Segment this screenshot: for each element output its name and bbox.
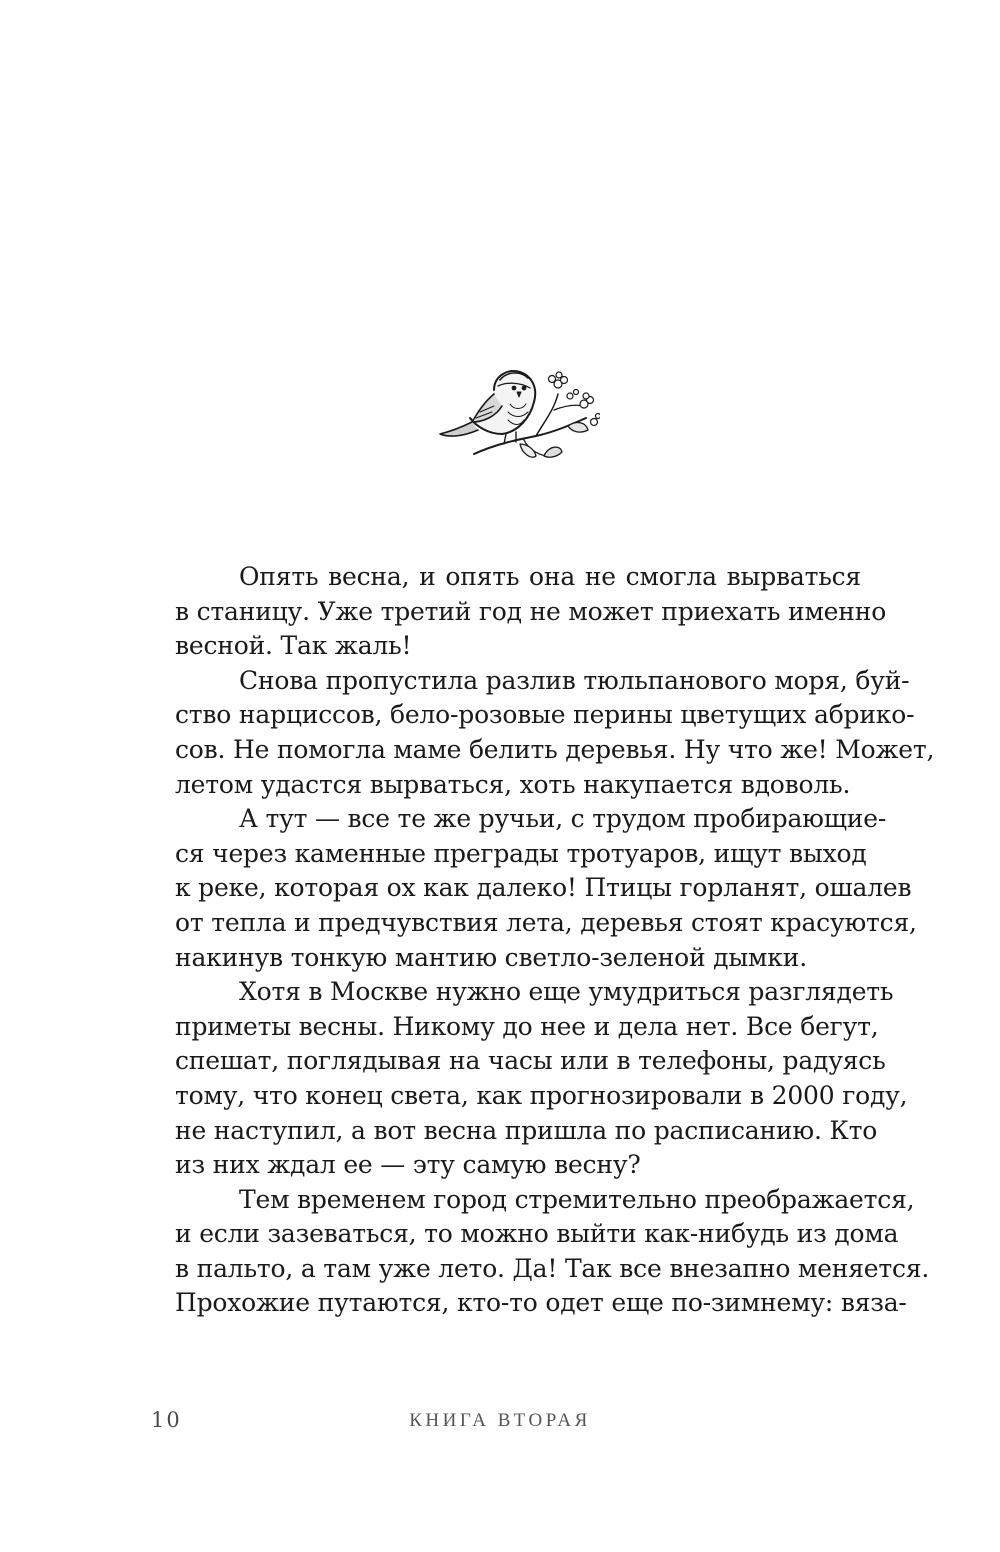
text-line: Прохожие путаются, кто-то одет еще по-зимнему: вяза- [175,1288,907,1318]
running-head: КНИГА ВТОРАЯ [409,1410,591,1431]
text-line: в пальто, а там уже лето. Да! Так все внезапно меняется. [175,1253,930,1283]
page-number: 10 [151,1408,182,1432]
text-line: ство нарциссов, бело-розовые перины цветущих абрико- [175,700,915,730]
text-line: накинув тонкую мантию светло-зеленой дымки. [175,942,807,972]
text-line: Снова пропустила разлив тюльпанового моря, буй- [239,665,910,695]
text-line: в станицу. Уже третий год не может приехать именно [175,596,887,626]
text-line: спешат, поглядывая на часы или в телефоны, радуясь [175,1046,886,1076]
text-line: сов. Не помогла маме белить деревья. Ну что же! Может, [175,734,935,764]
bird-on-branch-icon [436,360,600,464]
text-line: тому, что конец света, как прогнозировали в 2000 году, [175,1080,908,1110]
text-line: к реке, которая ох как далеко! Птицы горланят, ошалев [175,873,912,903]
text-line: Тем временем город стремительно преображается, [239,1184,915,1214]
text-line: из них ждал ее — эту самую весну? [175,1150,641,1180]
text-line: приметы весны. Никому до нее и дела нет. Все бегут, [175,1011,879,1041]
text-line: и если зазеваться, то можно выйти как-нибудь из дома [175,1219,899,1249]
page-footer [0,1408,1000,1438]
text-line: летом удастся вырваться, хоть накупается вдоволь. [175,769,851,799]
text-line: Опять весна, и опять она не смогла вырваться [239,562,861,591]
text-line: весной. Так жаль! [175,631,412,661]
text-line: не наступил, а вот весна пришла по расписанию. Кто [175,1115,878,1145]
body-text [175,560,935,1321]
text-line: ся через каменные преграды тротуаров, ищут выход [175,838,867,868]
text-line: от тепла и предчувствия лета, деревья стоят красуются, [175,907,917,937]
text-line: Хотя в Москве нужно еще умудриться разглядеть [239,977,894,1007]
text-line: А тут — все те же ручьи, с трудом пробирающие- [239,804,887,834]
